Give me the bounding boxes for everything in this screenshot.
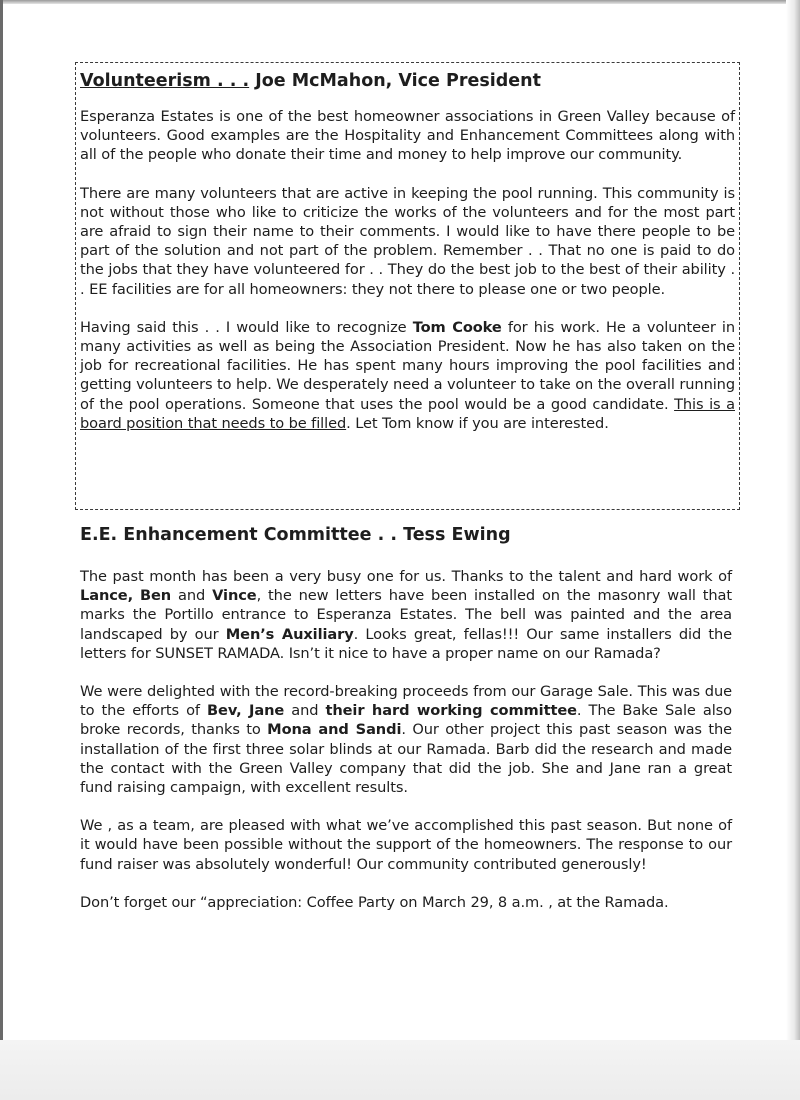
volunteerism-heading <box>80 69 735 93</box>
text-run: . Looks great, fellas!!! Our same installers did the letters for SUNSET RAMADA. Isn’t it nice to have a proper name on our Ramada? <box>80 625 732 662</box>
enhancement-paragraph-3: We , as a team, are pleased with what we’ve accomplished this past season. But none of it would have been possible without the support of the homeowners. The response to our fund raiser was absolutely wonderful! Our community contributed generously! <box>80 817 732 873</box>
scan-edge-bottom <box>0 1040 800 1100</box>
volunteerism-title: Volunteerism . . . <box>80 71 250 91</box>
name-ben: Ben <box>139 587 172 605</box>
enhancement-title: E.E. Enhancement Committee . . <box>80 525 397 545</box>
text-run: Having said this . . I would like to recognize <box>80 318 413 336</box>
volunteerism-paragraph-1: Esperanza Estates is one of the best homeowner associations in Green Valley because of volunteers. Good examples are the Hospitality and Enhancement Committees along with all of the people who donate their time and money to help improve our community. <box>80 108 735 164</box>
volunteerism-author: Joe McMahon, Vice President <box>255 71 541 91</box>
text-run: . Let Tom know if you are interested. <box>346 414 609 432</box>
scan-edge-right <box>786 0 800 1100</box>
enhancement-author: Tess Ewing <box>403 525 511 545</box>
name-mens-auxiliary: Men’s Auxiliary <box>225 625 354 643</box>
enhancement-paragraph-1 <box>80 567 732 663</box>
text-run: and <box>171 587 213 605</box>
enhancement-paragraph-4: Don’t forget our “appreciation: Coffee Party on March 29, 8 a.m. , at the Ramada. <box>80 893 669 911</box>
text-run: . The Bake Sale also broke records, thanks to <box>80 702 732 739</box>
text-run: and <box>284 702 326 720</box>
volunteerism-paragraph-2: There are many volunteers that are active in keeping the pool running. This community is not without those who like to criticize the works of the volunteers and for the most part are afraid to sign their name to their comments. I would like to have there people to be part of the solution and not part of the problem. Remember . . That no one is paid to do the jobs that they have volunteered for . . They do the best job to the best of their ability . . EE facilities are for all homeowners: they not there to please one or two people. <box>80 184 735 298</box>
name-tom-cooke: Tom Cooke <box>412 318 502 336</box>
scan-edge-top <box>0 0 800 4</box>
enhancement-heading <box>80 523 732 547</box>
text-run: We were delighted with the record-breaking proceeds from our Garage Sale. This was due to the efforts of <box>80 683 732 720</box>
name-lance: Lance, <box>80 587 134 605</box>
board-position-notice: This is a board position that needs to be filled <box>80 395 735 432</box>
name-vince: Vince <box>212 587 257 605</box>
scan-edge-left <box>0 0 3 1100</box>
name-committee: their hard working committee <box>325 702 577 720</box>
name-mona-sandi: Mona and Sandi <box>267 721 402 739</box>
volunteerism-paragraph-3 <box>80 318 735 433</box>
name-bev-jane: Bev, Jane <box>207 702 285 720</box>
text-run: for his work. He a volunteer in many activities as well as being the Association President. Now he has also taken on the job for recreational facilities. He has spent many hours improving the pool facilities and getting volunteers to help. We desperately need a volunteer to take on the overall running of the pool operations. Someone that uses the pool would be a good candidate. <box>80 318 735 413</box>
text-run <box>133 587 140 604</box>
enhancement-paragraph-2 <box>80 682 732 797</box>
volunteerism-box <box>75 62 740 510</box>
text-run: , the new letters have been installed on the masonry wall that marks the Portillo entrance to Esperanza Estates. The bell was painted and the area landscaped by our <box>80 587 733 643</box>
enhancement-committee-section <box>80 523 732 931</box>
text-run: . Our other project this past season was the installation of the first three solar blinds at our Ramada. Barb did the research and made the contact with the Green Valley company that did the job. She and Jane ran a great fund raising campaign, with excellent results. <box>80 721 732 797</box>
text-run: The past month has been a very busy one for us. Thanks to the talent and hard work of <box>80 568 732 585</box>
